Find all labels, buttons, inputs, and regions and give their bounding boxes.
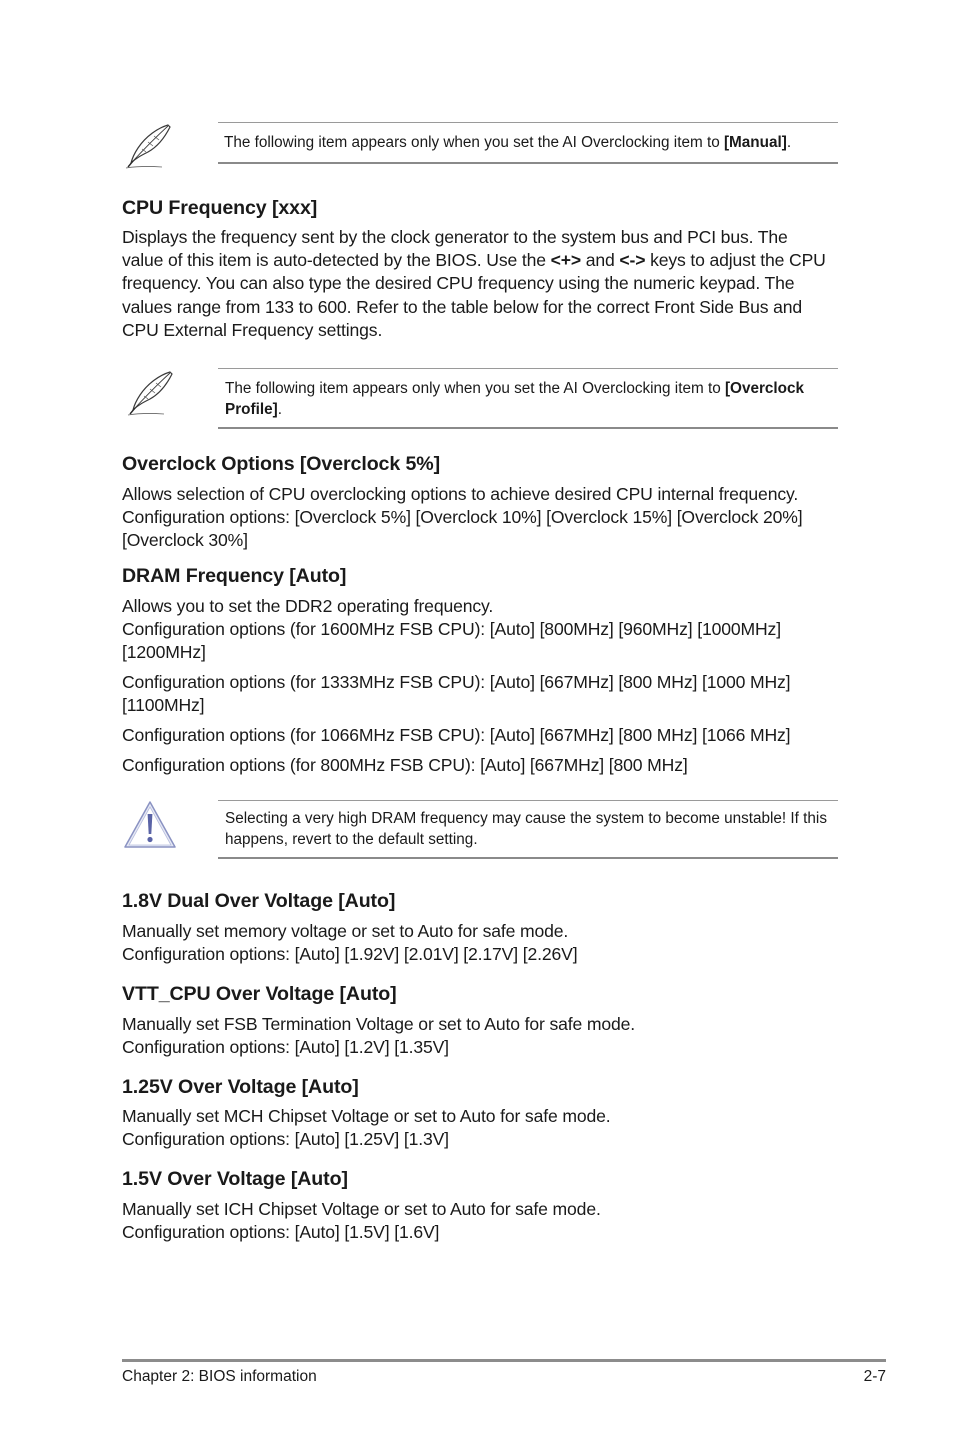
dram-frequency-1066: Configuration options (for 1066MHz FSB CPU): [Auto] [667MHz] [800 MHz] [1066 MHz]	[122, 725, 791, 745]
note-overclock-profile	[122, 368, 838, 430]
overclock-options-heading: Overclock Options [Overclock 5%]	[122, 453, 441, 475]
v125-heading: 1.25V Over Voltage [Auto]	[122, 1076, 359, 1098]
footer-rule	[122, 1359, 886, 1362]
feather-pen-icon	[126, 369, 176, 417]
v15-description: Manually set ICH Chipset Voltage or set to Auto for safe mode. Configuration options: [Auto] [1.5V] [1.6V]	[122, 1199, 601, 1243]
note-top-rule	[218, 122, 838, 123]
note-top-rule	[218, 368, 838, 369]
dram-frequency-heading: DRAM Frequency [Auto]	[122, 565, 347, 587]
dual-voltage-description: Manually set memory voltage or set to Auto for safe mode. Configuration options: [Auto] [1.92V] [2.01V] [2.17V] [2.26V]	[122, 921, 578, 965]
feather-pen-icon	[124, 122, 174, 170]
footer-page-number: 2-7	[863, 1368, 886, 1385]
cpu-frequency-heading: CPU Frequency [xxx]	[122, 197, 318, 219]
note-overclock-profile-text: The following item appears only when you set the AI Overclocking item to [Overclock Profile].	[225, 380, 805, 418]
dual-voltage-heading: 1.8V Dual Over Voltage [Auto]	[122, 890, 396, 912]
cpu-frequency-description: Displays the frequency sent by the clock generator to the system bus and PCI bus. The value of this item is auto-detected by the BIOS. Use the <+> and <-> keys to adjust the CPU frequency. You can also type the desired CPU frequency using the numeric keypad. The values range from 133 to 600. Refer to the table below for the correct Front Side Bus and CPU External Frequency settings.	[122, 227, 826, 340]
v125-description: Manually set MCH Chipset Voltage or set to Auto for safe mode. Configuration options: [Auto] [1.25V] [1.3V]	[122, 1106, 611, 1150]
footer-chapter: Chapter 2: BIOS information	[122, 1368, 317, 1385]
note-manual	[122, 122, 838, 164]
note-manual-text: The following item appears only when you set the AI Overclocking item to [Manual].	[224, 134, 792, 151]
vtt-cpu-description: Manually set FSB Termination Voltage or set to Auto for safe mode. Configuration options: [Auto] [1.2V] [1.35V]	[122, 1014, 635, 1058]
note-top-rule	[218, 800, 838, 801]
warning-text: Selecting a very high DRAM frequency may cause the system to become unstable! If this happens, revert to the default setting.	[225, 810, 827, 848]
dram-frequency-800: Configuration options (for 800MHz FSB CPU): [Auto] [667MHz] [800 MHz]	[122, 755, 688, 775]
dram-frequency-1333: Configuration options (for 1333MHz FSB CPU): [Auto] [667MHz] [800 MHz] [1000 MHz] [1100MHz]	[122, 672, 791, 716]
warning-triangle-icon	[123, 800, 177, 850]
overclock-options-description: Allows selection of CPU overclocking options to achieve desired CPU internal frequency. Configuration options: [Overclock 5%] [Overclock 10%] [Overclock 15%] [Overclock 20%] [Overclock 30%]	[122, 484, 803, 551]
note-bottom-rule	[218, 427, 838, 429]
warning-note	[122, 800, 838, 860]
v15-heading: 1.5V Over Voltage [Auto]	[122, 1168, 348, 1190]
note-bottom-rule	[218, 162, 838, 164]
dram-frequency-intro: Allows you to set the DDR2 operating frequency. Configuration options (for 1600MHz FSB CPU): [Auto] [800MHz] [960MHz] [1000MHz] [1200MHz]	[122, 596, 781, 663]
vtt-cpu-heading: VTT_CPU Over Voltage [Auto]	[122, 983, 397, 1005]
note-bottom-rule	[218, 857, 838, 859]
